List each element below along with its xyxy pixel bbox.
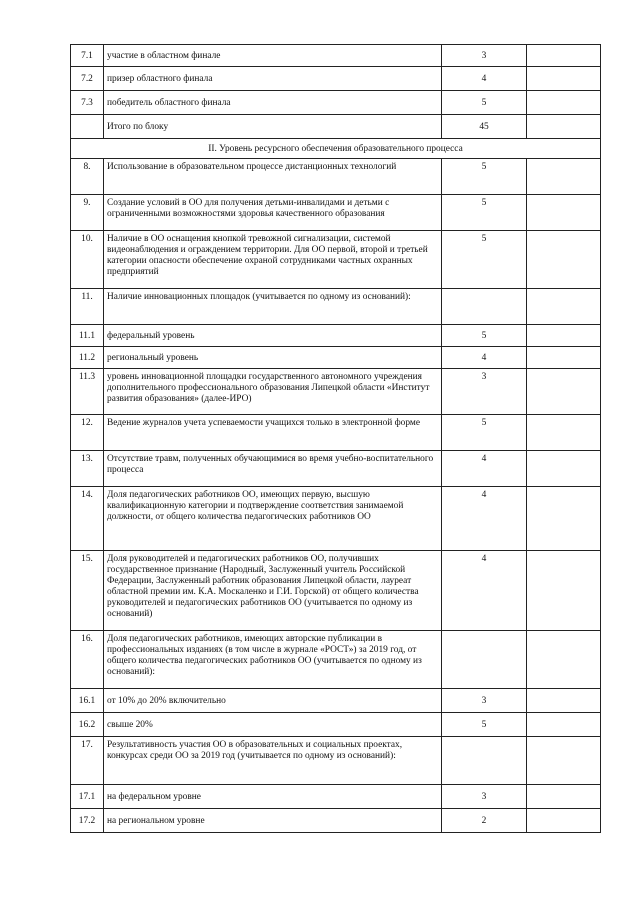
row-score — [442, 737, 527, 785]
row-score: 4 — [442, 487, 527, 551]
table-row — [71, 785, 601, 809]
row-text: федеральный уровень — [104, 325, 442, 347]
criteria-table — [70, 44, 601, 833]
row-number: 8. — [71, 159, 104, 195]
row-score: 5 — [442, 325, 527, 347]
row-number: 11.3 — [71, 369, 104, 415]
row-extra — [527, 809, 601, 833]
row-extra — [527, 451, 601, 487]
row-score: 5 — [442, 91, 527, 115]
row-text: Доля педагогических работников, имеющих авторские публикации в профессиональных изданиях (в том числе в журнале «РОСТ») за 2019 год, от общего количества педагогических работников ОО (учитывается по одному из оснований): — [104, 631, 442, 689]
row-extra — [527, 115, 601, 139]
row-extra — [527, 737, 601, 785]
row-extra — [527, 231, 601, 289]
row-number: 12. — [71, 415, 104, 451]
row-number: 17.1 — [71, 785, 104, 809]
section-title: II. Уровень ресурсного обеспечения образовательного процесса — [71, 139, 601, 159]
table-row — [71, 289, 601, 325]
row-number: 11. — [71, 289, 104, 325]
row-number: 13. — [71, 451, 104, 487]
row-extra — [527, 415, 601, 451]
row-text: участие в областном финале — [104, 45, 442, 67]
row-number: 7.2 — [71, 67, 104, 91]
table-row — [71, 631, 601, 689]
row-score: 45 — [442, 115, 527, 139]
row-text: Доля руководителей и педагогических работников ОО, получивших государственное признание (Народный, Заслуженный учитель Российской Федерации, Заслуженный работник образования Липецкой области, лауреат областной премии им. К.А. Москаленко и Г.И. Горской) от общего количества руководителей и педагогических работников ОО (учитывается по одному из оснований) — [104, 551, 442, 631]
row-number: 17.2 — [71, 809, 104, 833]
section-header-row — [71, 139, 601, 159]
row-extra — [527, 91, 601, 115]
row-number — [71, 115, 104, 139]
table-row — [71, 415, 601, 451]
row-number: 7.3 — [71, 91, 104, 115]
row-score: 2 — [442, 809, 527, 833]
row-score: 4 — [442, 347, 527, 369]
row-extra — [527, 289, 601, 325]
row-score — [442, 631, 527, 689]
row-text: уровень инновационной площадки государственного автономного учреждения дополнительного профессионального образования Липецкой области «Институт развития образования» (далее-ИРО) — [104, 369, 442, 415]
row-score: 3 — [442, 785, 527, 809]
row-extra — [527, 785, 601, 809]
row-score — [442, 289, 527, 325]
table-row — [71, 737, 601, 785]
table-row — [71, 451, 601, 487]
table-row — [71, 713, 601, 737]
row-extra — [527, 325, 601, 347]
row-score: 5 — [442, 713, 527, 737]
row-extra — [527, 67, 601, 91]
row-number: 10. — [71, 231, 104, 289]
row-extra — [527, 347, 601, 369]
row-number: 16. — [71, 631, 104, 689]
table-row — [71, 689, 601, 713]
row-score: 3 — [442, 689, 527, 713]
table-row — [71, 115, 601, 139]
table-row — [71, 231, 601, 289]
row-score: 5 — [442, 415, 527, 451]
row-extra — [527, 487, 601, 551]
row-text: Наличие в ОО оснащения кнопкой тревожной сигнализации, системой видеонаблюдения и ограждением территории. Для ОО первой, второй и третьей категории опасности обеспечение охраной сотрудниками частных охранных предприятий — [104, 231, 442, 289]
row-text: призер областного финала — [104, 67, 442, 91]
table-row — [71, 551, 601, 631]
row-text: Наличие инновационных площадок (учитывается по одному из оснований): — [104, 289, 442, 325]
row-number: 16.2 — [71, 713, 104, 737]
row-score: 4 — [442, 451, 527, 487]
row-number: 14. — [71, 487, 104, 551]
table-row — [71, 369, 601, 415]
table-row — [71, 91, 601, 115]
row-text: победитель областного финала — [104, 91, 442, 115]
row-extra — [527, 45, 601, 67]
row-extra — [527, 631, 601, 689]
row-score: 3 — [442, 45, 527, 67]
table-row — [71, 159, 601, 195]
row-text: Доля педагогических работников ОО, имеющих первую, высшую квалификационную категории и подтверждение соответствия занимаемой должности, от общего количества педагогических работников ОО — [104, 487, 442, 551]
row-text: Результативность участия ОО в образовательных и социальных проектах, конкурсах среди ОО за 2019 год (учитывается по одному из оснований): — [104, 737, 442, 785]
row-text: региональный уровень — [104, 347, 442, 369]
row-text: на региональном уровне — [104, 809, 442, 833]
row-extra — [527, 159, 601, 195]
row-score: 4 — [442, 551, 527, 631]
row-number: 9. — [71, 195, 104, 231]
row-extra — [527, 195, 601, 231]
table-row — [71, 195, 601, 231]
row-text: Использование в образовательном процессе дистанционных технологий — [104, 159, 442, 195]
row-score: 3 — [442, 369, 527, 415]
table-row — [71, 487, 601, 551]
row-text: на федеральном уровне — [104, 785, 442, 809]
row-number: 7.1 — [71, 45, 104, 67]
row-text: Отсутствие травм, полученных обучающимися во время учебно-воспитательного процесса — [104, 451, 442, 487]
table-row — [71, 45, 601, 67]
table-row — [71, 809, 601, 833]
row-score: 5 — [442, 195, 527, 231]
row-number: 15. — [71, 551, 104, 631]
row-text: от 10% до 20% включительно — [104, 689, 442, 713]
row-number: 17. — [71, 737, 104, 785]
row-extra — [527, 551, 601, 631]
row-extra — [527, 369, 601, 415]
table-row — [71, 325, 601, 347]
row-number: 11.1 — [71, 325, 104, 347]
row-extra — [527, 689, 601, 713]
row-text: Ведение журналов учета успеваемости учащихся только в электронной форме — [104, 415, 442, 451]
row-text: Создание условий в ОО для получения детьми-инвалидами и детьми с ограниченными возможностями здоровья качественного образования — [104, 195, 442, 231]
row-extra — [527, 713, 601, 737]
row-score: 4 — [442, 67, 527, 91]
row-score: 5 — [442, 231, 527, 289]
row-number: 16.1 — [71, 689, 104, 713]
row-score: 5 — [442, 159, 527, 195]
row-text: Итого по блоку — [104, 115, 442, 139]
row-number: 11.2 — [71, 347, 104, 369]
table-row — [71, 347, 601, 369]
row-text: свыше 20% — [104, 713, 442, 737]
table-row — [71, 67, 601, 91]
